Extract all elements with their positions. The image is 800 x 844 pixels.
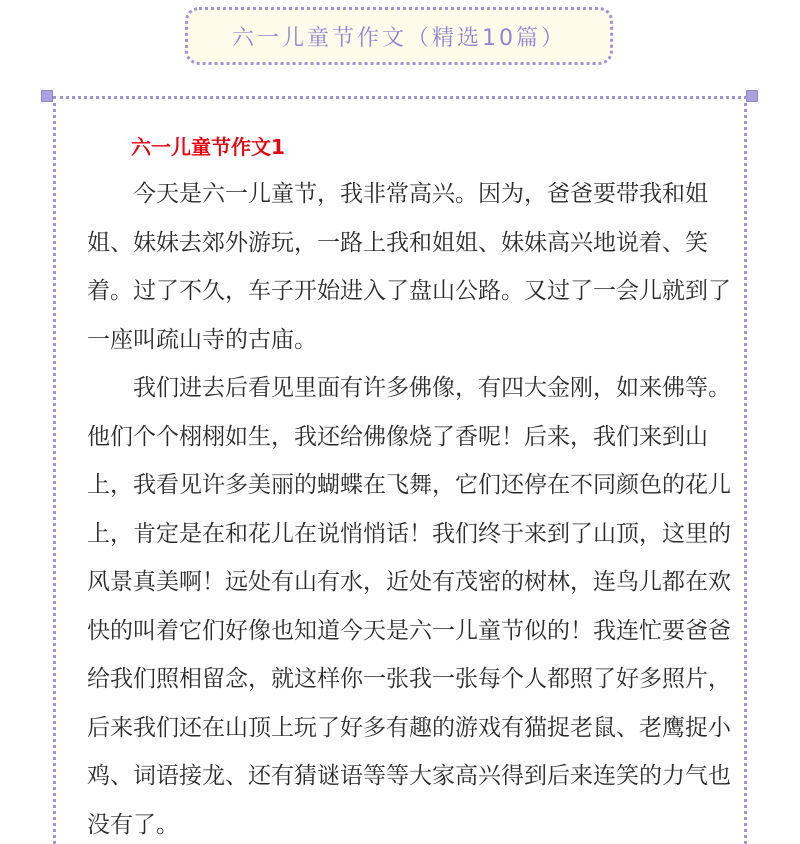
text-line: 他们个个栩栩如生，我还给佛像烧了香呢！后来，我们来到山 xyxy=(87,423,708,450)
text-line: 上，我看见许多美丽的蝴蝶在飞舞，它们还停在不同颜色的花儿 xyxy=(87,472,731,498)
text-line: 没有了。 xyxy=(87,811,179,838)
text-line: 着。过了不久，车子开始进入了盘山公路。又过了一会儿就到了 xyxy=(87,278,731,304)
text-line: 风景真美啊！远处有山有水，近处有茂密的树林，连鸟儿都在欢 xyxy=(87,569,731,595)
text-line: 姐、妹妹去郊外游玩，一路上我和姐姐、妹妹高兴地说着、笑 xyxy=(87,229,708,256)
text-line: 一座叫疏山寺的古庙。 xyxy=(87,326,317,353)
frame-corner-left xyxy=(41,90,53,102)
text-line: 给我们照相留念，就这样你一张我一张每个人都照了好多照片， xyxy=(87,666,731,692)
text-line: 我们进去后看见里面有许多佛像，有四大金刚，如来佛等。 xyxy=(133,375,731,401)
text-line: 后来我们还在山顶上玩了好多有趣的游戏有猫捉老鼠、老鹰捉小 xyxy=(87,714,731,741)
frame-corner-right xyxy=(746,90,758,102)
text-line: 鸡、词语接龙、还有猜谜语等等大家高兴得到后来连笑的力气也 xyxy=(87,763,731,789)
title-banner xyxy=(185,7,613,65)
text-line: 上，肯定是在和花儿在说悄悄话！我们终于来到了山顶，这里的 xyxy=(87,520,731,547)
essay-heading: 六一儿童节作文1 xyxy=(131,135,285,159)
text-line: 快的叫着它们好像也知道今天是六一儿童节似的！我连忙要爸爸 xyxy=(87,617,731,644)
paragraph-2 xyxy=(87,364,731,844)
page-title: 六一儿童节作文（精选10篇） xyxy=(232,25,566,51)
text-line: 今天是六一儿童节，我非常高兴。因为，爸爸要带我和姐 xyxy=(133,181,708,207)
essay-content xyxy=(87,124,731,844)
paragraph-1 xyxy=(87,170,731,364)
